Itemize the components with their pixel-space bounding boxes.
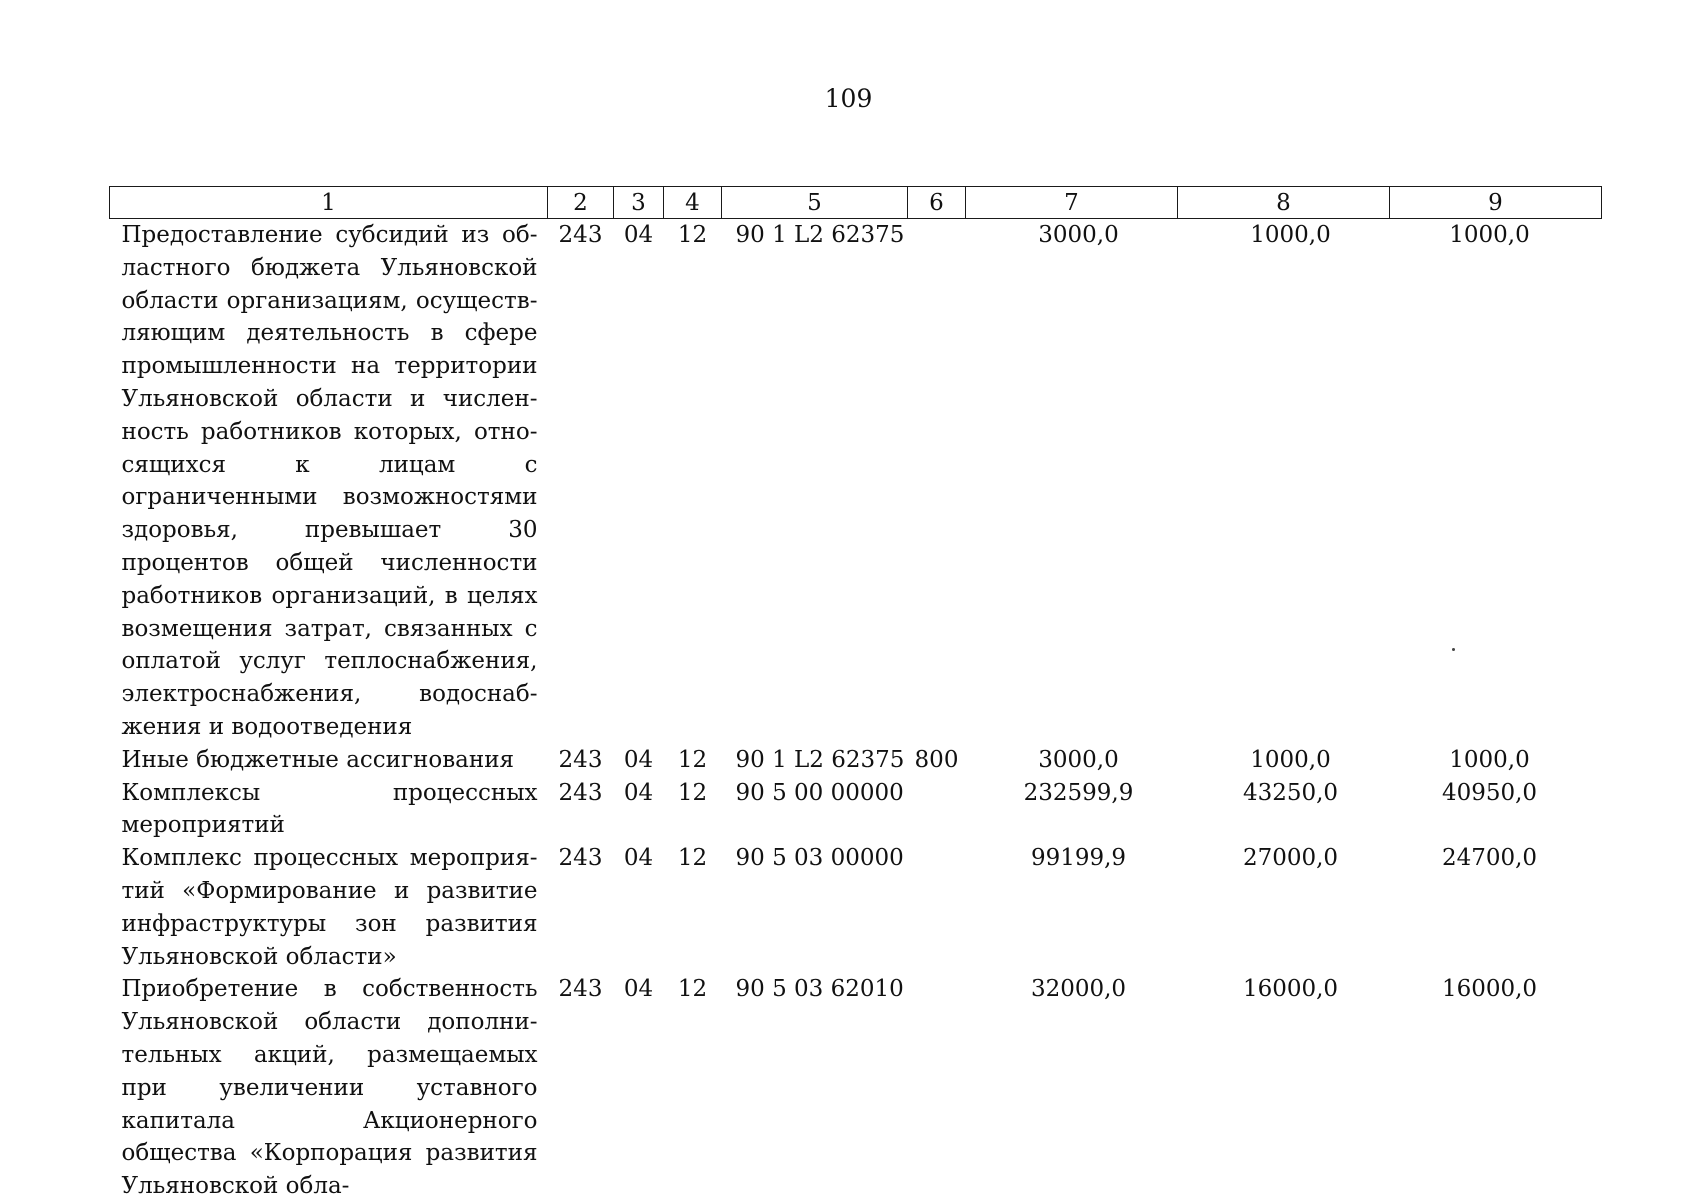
row-amount-col7: 32000,0 — [1030, 976, 1127, 1003]
row-target-article: 90 5 03 62010 — [735, 976, 904, 1003]
row-amount-col9: 16000,0 — [1441, 976, 1538, 1003]
row-code-ministry: 243 — [558, 779, 603, 806]
header-col-9: 9 — [1390, 187, 1602, 219]
row-target-article: 90 5 03 00000 — [735, 845, 904, 872]
header-col-3: 3 — [614, 187, 664, 219]
header-col-1: 1 — [110, 187, 548, 219]
table-row — [110, 777, 1602, 843]
row-code-ministry: 243 — [558, 222, 603, 248]
header-col-7: 7 — [966, 187, 1178, 219]
table-row — [110, 973, 1602, 1203]
row-code-subsection: 12 — [677, 845, 708, 872]
row-code-subsection: 12 — [677, 976, 708, 1003]
header-col-5: 5 — [722, 187, 908, 219]
row-name: Приобретение в собственность Ульяновской области дополнительных акций, размещаемых при увеличении уставного капитала Акционерного общества «Корпорация развития Ульяновской обла- — [121, 976, 538, 1200]
page-number: 109 — [824, 84, 873, 113]
row-amount-col7: 232599,9 — [1023, 779, 1134, 806]
row-amount-col7: 3000,0 — [1038, 222, 1119, 248]
row-amount-col7: 3000,0 — [1038, 746, 1119, 773]
table-row — [110, 744, 1602, 777]
row-amount-col9: 24700,0 — [1441, 845, 1538, 872]
header-col-2: 2 — [548, 187, 614, 219]
row-target-article: 90 5 00 00000 — [735, 779, 904, 806]
row-amount-col8: 16000,0 — [1242, 976, 1339, 1003]
row-code-subsection: 12 — [677, 222, 708, 248]
row-amount-col7: 99199,9 — [1030, 845, 1127, 872]
header-col-4: 4 — [664, 187, 722, 219]
row-amount-col8: 27000,0 — [1242, 845, 1339, 872]
row-amount-col8: 1000,0 — [1250, 222, 1331, 248]
row-amount-col9: 1000,0 — [1449, 746, 1530, 773]
row-amount-col8: 43250,0 — [1242, 779, 1339, 806]
table-row — [110, 219, 1602, 744]
row-name: Предоставление субсидий из областного бюджета Ульяновской области организациям, осуществляющим деятельность в сфере промышленности на территории Ульяновской области и численность работников которых, относящихся к лицам с ограниченными возможностями здоровья, превышает 30 процентов общей численности работников организаций, в целях возмещения затрат, связанных с оплатой услуг теплоснабжения, электроснабжения, водоснабжения и водоотведения — [121, 222, 538, 740]
row-code-subsection: 12 — [677, 779, 708, 806]
row-code-subsection: 12 — [677, 746, 708, 773]
header-col-6: 6 — [908, 187, 966, 219]
row-code-section: 04 — [623, 845, 654, 872]
row-expense-type — [908, 777, 966, 843]
row-target-article: 90 1 L2 62375 — [735, 222, 905, 248]
scan-speck — [1452, 648, 1455, 651]
budget-table — [109, 186, 1602, 1203]
row-amount-col9: 1000,0 — [1449, 222, 1530, 248]
row-target-article: 90 1 L2 62375 — [735, 746, 905, 773]
row-code-section: 04 — [623, 976, 654, 1003]
row-amount-col8: 1000,0 — [1250, 746, 1331, 773]
header-col-8: 8 — [1178, 187, 1390, 219]
row-name: Комплексы процессных мероприятий — [121, 779, 538, 839]
row-name: Иные бюджетные ассигнования — [121, 746, 515, 773]
table-header-row — [110, 187, 1602, 219]
row-code-section: 04 — [623, 746, 654, 773]
row-name: Комплекс процессных мероприятий «Формирование и развитие инфраструктуры зон развития Ульяновской области» — [121, 845, 538, 970]
table-row — [110, 842, 1602, 973]
row-code-ministry: 243 — [558, 845, 603, 872]
row-code-ministry: 243 — [558, 746, 603, 773]
row-code-section: 04 — [623, 222, 654, 248]
row-expense-type — [908, 842, 966, 973]
row-code-ministry: 243 — [558, 976, 603, 1003]
row-expense-type — [908, 973, 966, 1203]
row-code-section: 04 — [623, 779, 654, 806]
row-expense-type — [908, 219, 966, 744]
row-expense-type: 800 — [914, 746, 959, 773]
row-amount-col9: 40950,0 — [1441, 779, 1538, 806]
